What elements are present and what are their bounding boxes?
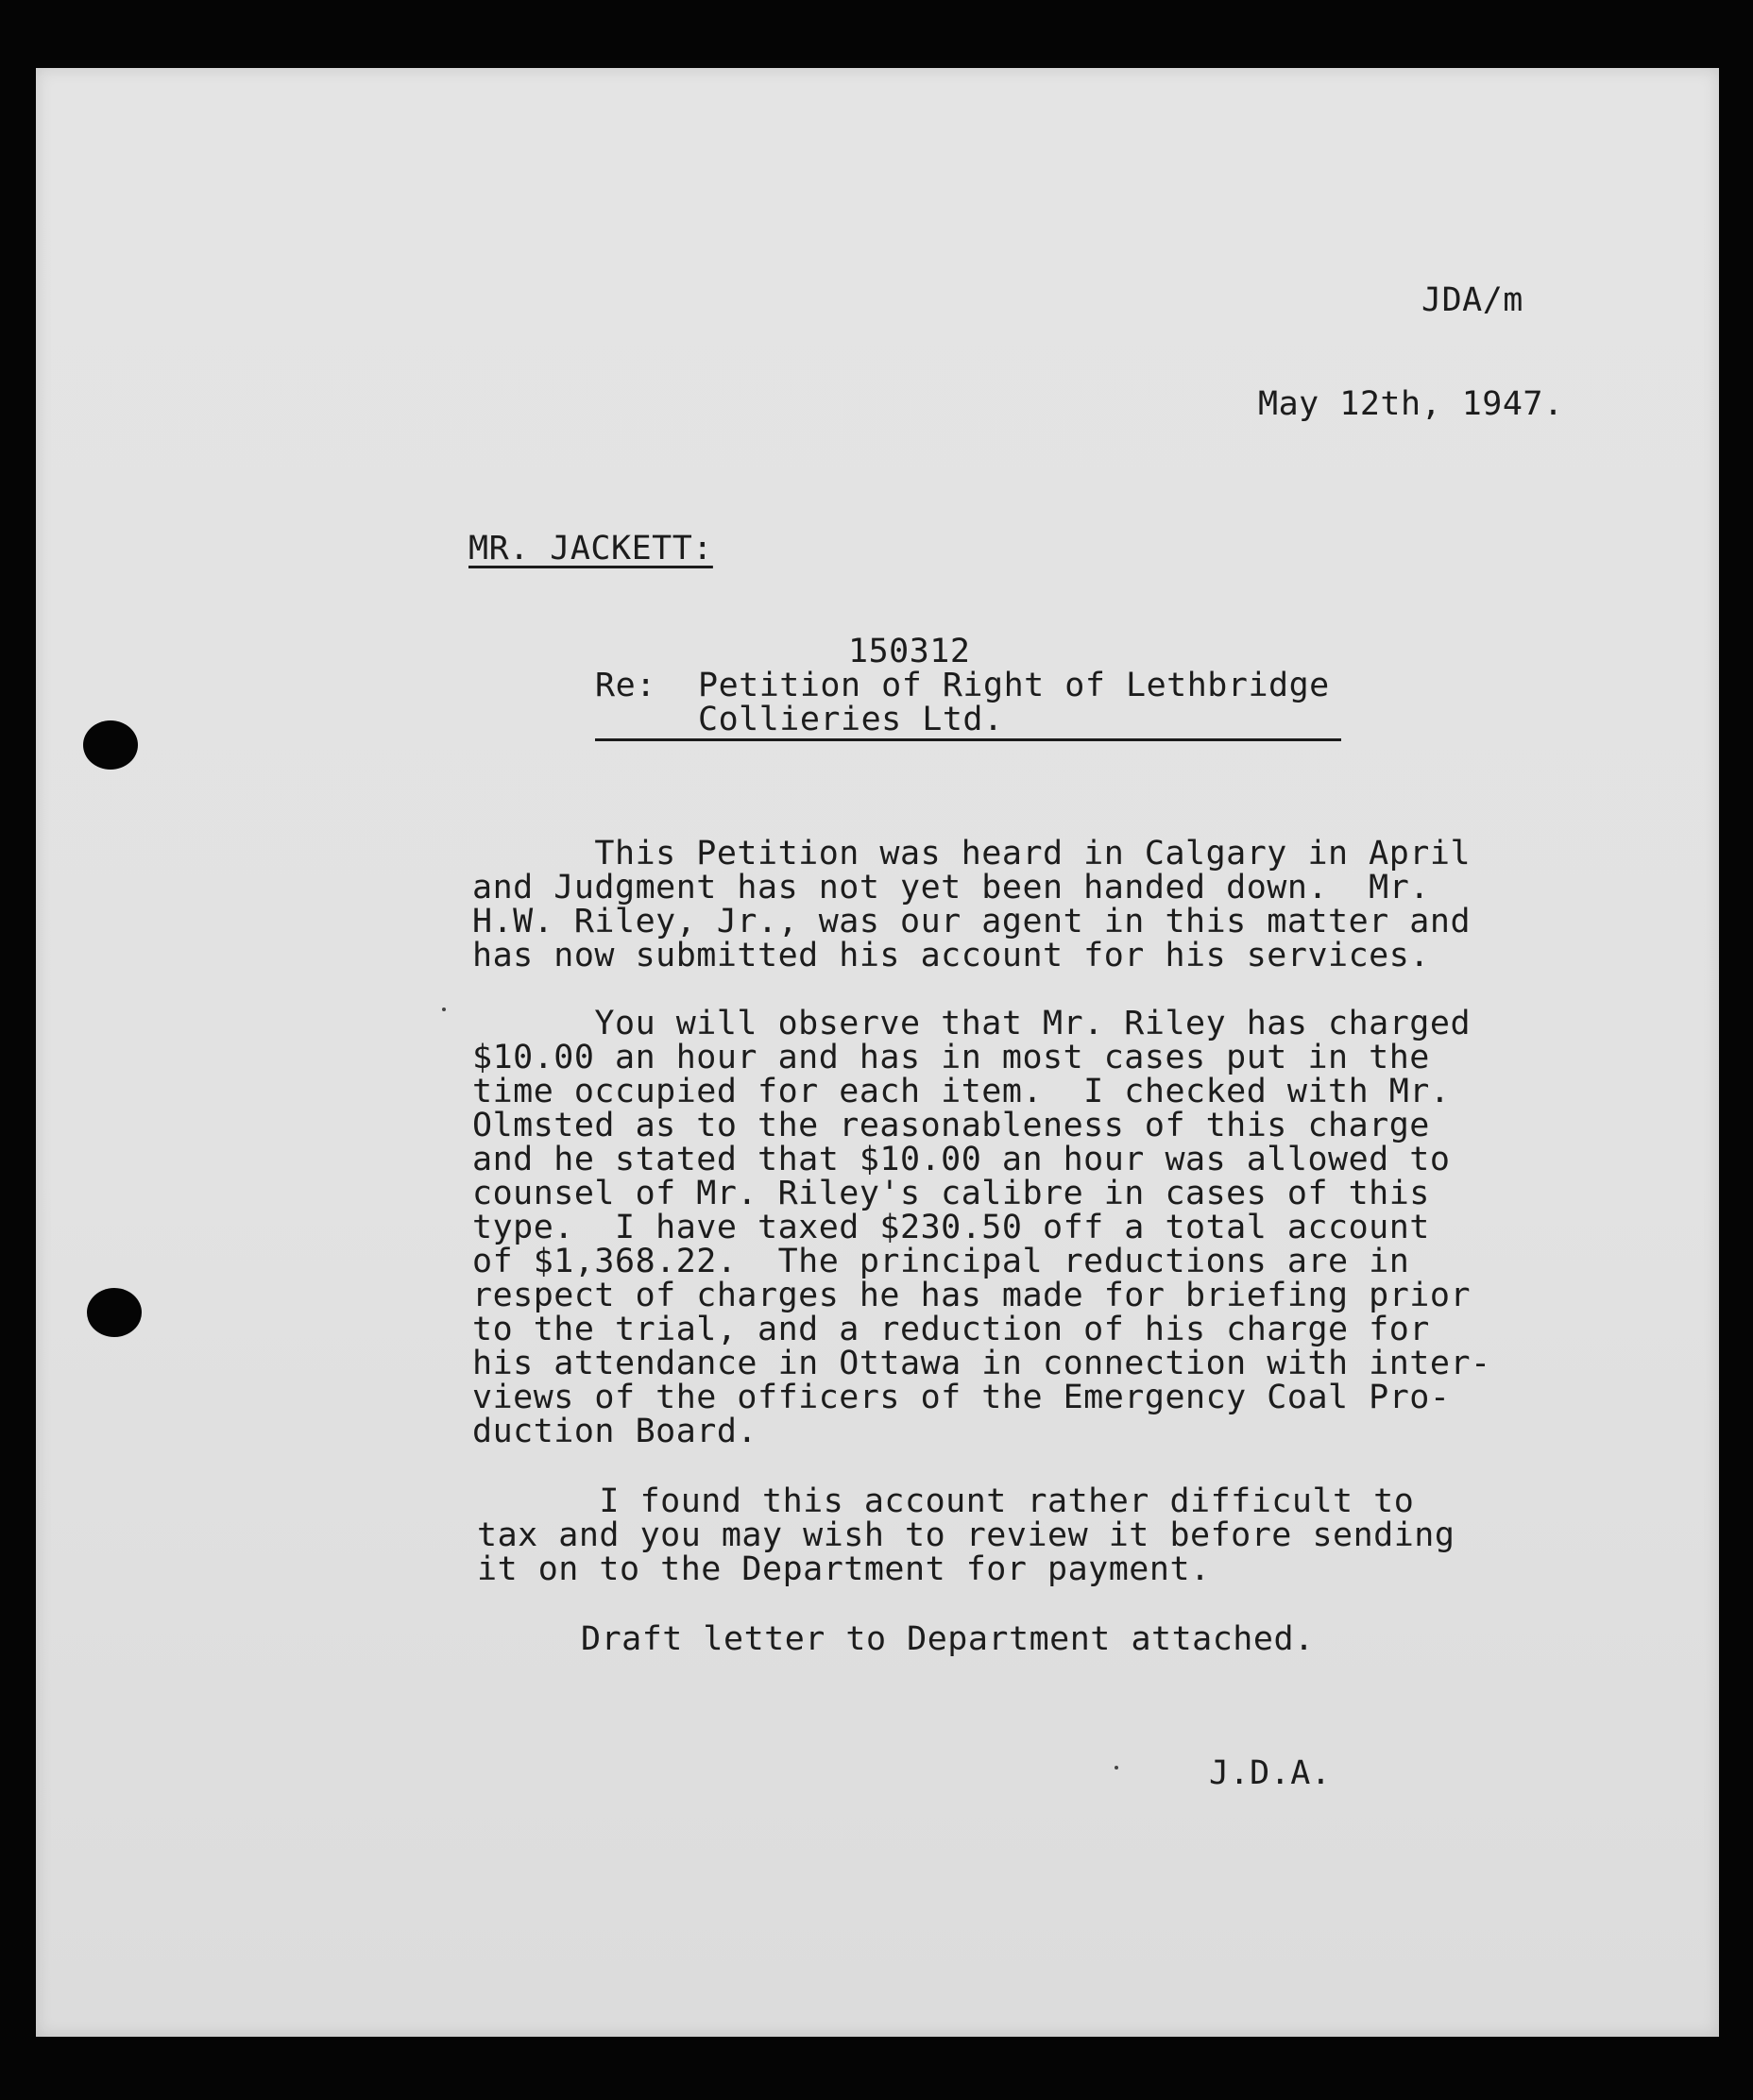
body-paragraph: This Petition was heard in Calgary in April and Judgment has not yet been handed down. Mr. H.W. Riley, Jr., was our agent in this matter and has now submitted his account for his services. <box>472 835 1472 974</box>
signature-initials: J.D.A. <box>1209 1754 1332 1792</box>
paper-speck <box>442 1008 446 1011</box>
subject-label: Re: <box>595 667 656 704</box>
punch-hole <box>83 720 138 770</box>
subject-underline <box>595 738 1341 741</box>
body-paragraph: Draft letter to Department attached. <box>581 1620 1315 1658</box>
subject-line: Collieries Ltd. <box>698 701 1004 738</box>
file-number: 150312 <box>848 633 971 670</box>
paper-speck <box>1115 1766 1118 1770</box>
addressee: MR. JACKETT: <box>468 530 713 567</box>
body-paragraph: You will observe that Mr. Riley has charged $10.00 an hour and has in most cases put in the time occupied for each item. I checked with Mr. Olmsted as to the reasonableness of this charge and he stated that $10.00 an hour was allowed to counsel of Mr. Riley's calibre in cases of this type. I have taxed $230.50 off a total account of $1,368.22. The principal reductions are in respect of charges he has made for briefing prior to the trial, and a reduction of his charge for his attendance in Ottawa in connection with inter- views of the officers of the Emergency Coal Pro- duction Board. <box>472 1005 1491 1450</box>
punch-hole <box>87 1288 142 1337</box>
body-paragraph: I found this account rather difficult to tax and you may wish to review it before sending it on to the Department for payment. <box>477 1482 1455 1588</box>
memo-date: May 12th, 1947. <box>1258 385 1564 423</box>
subject-line: Petition of Right of Lethbridge <box>698 667 1330 704</box>
reference-initials: JDA/m <box>1421 281 1523 319</box>
